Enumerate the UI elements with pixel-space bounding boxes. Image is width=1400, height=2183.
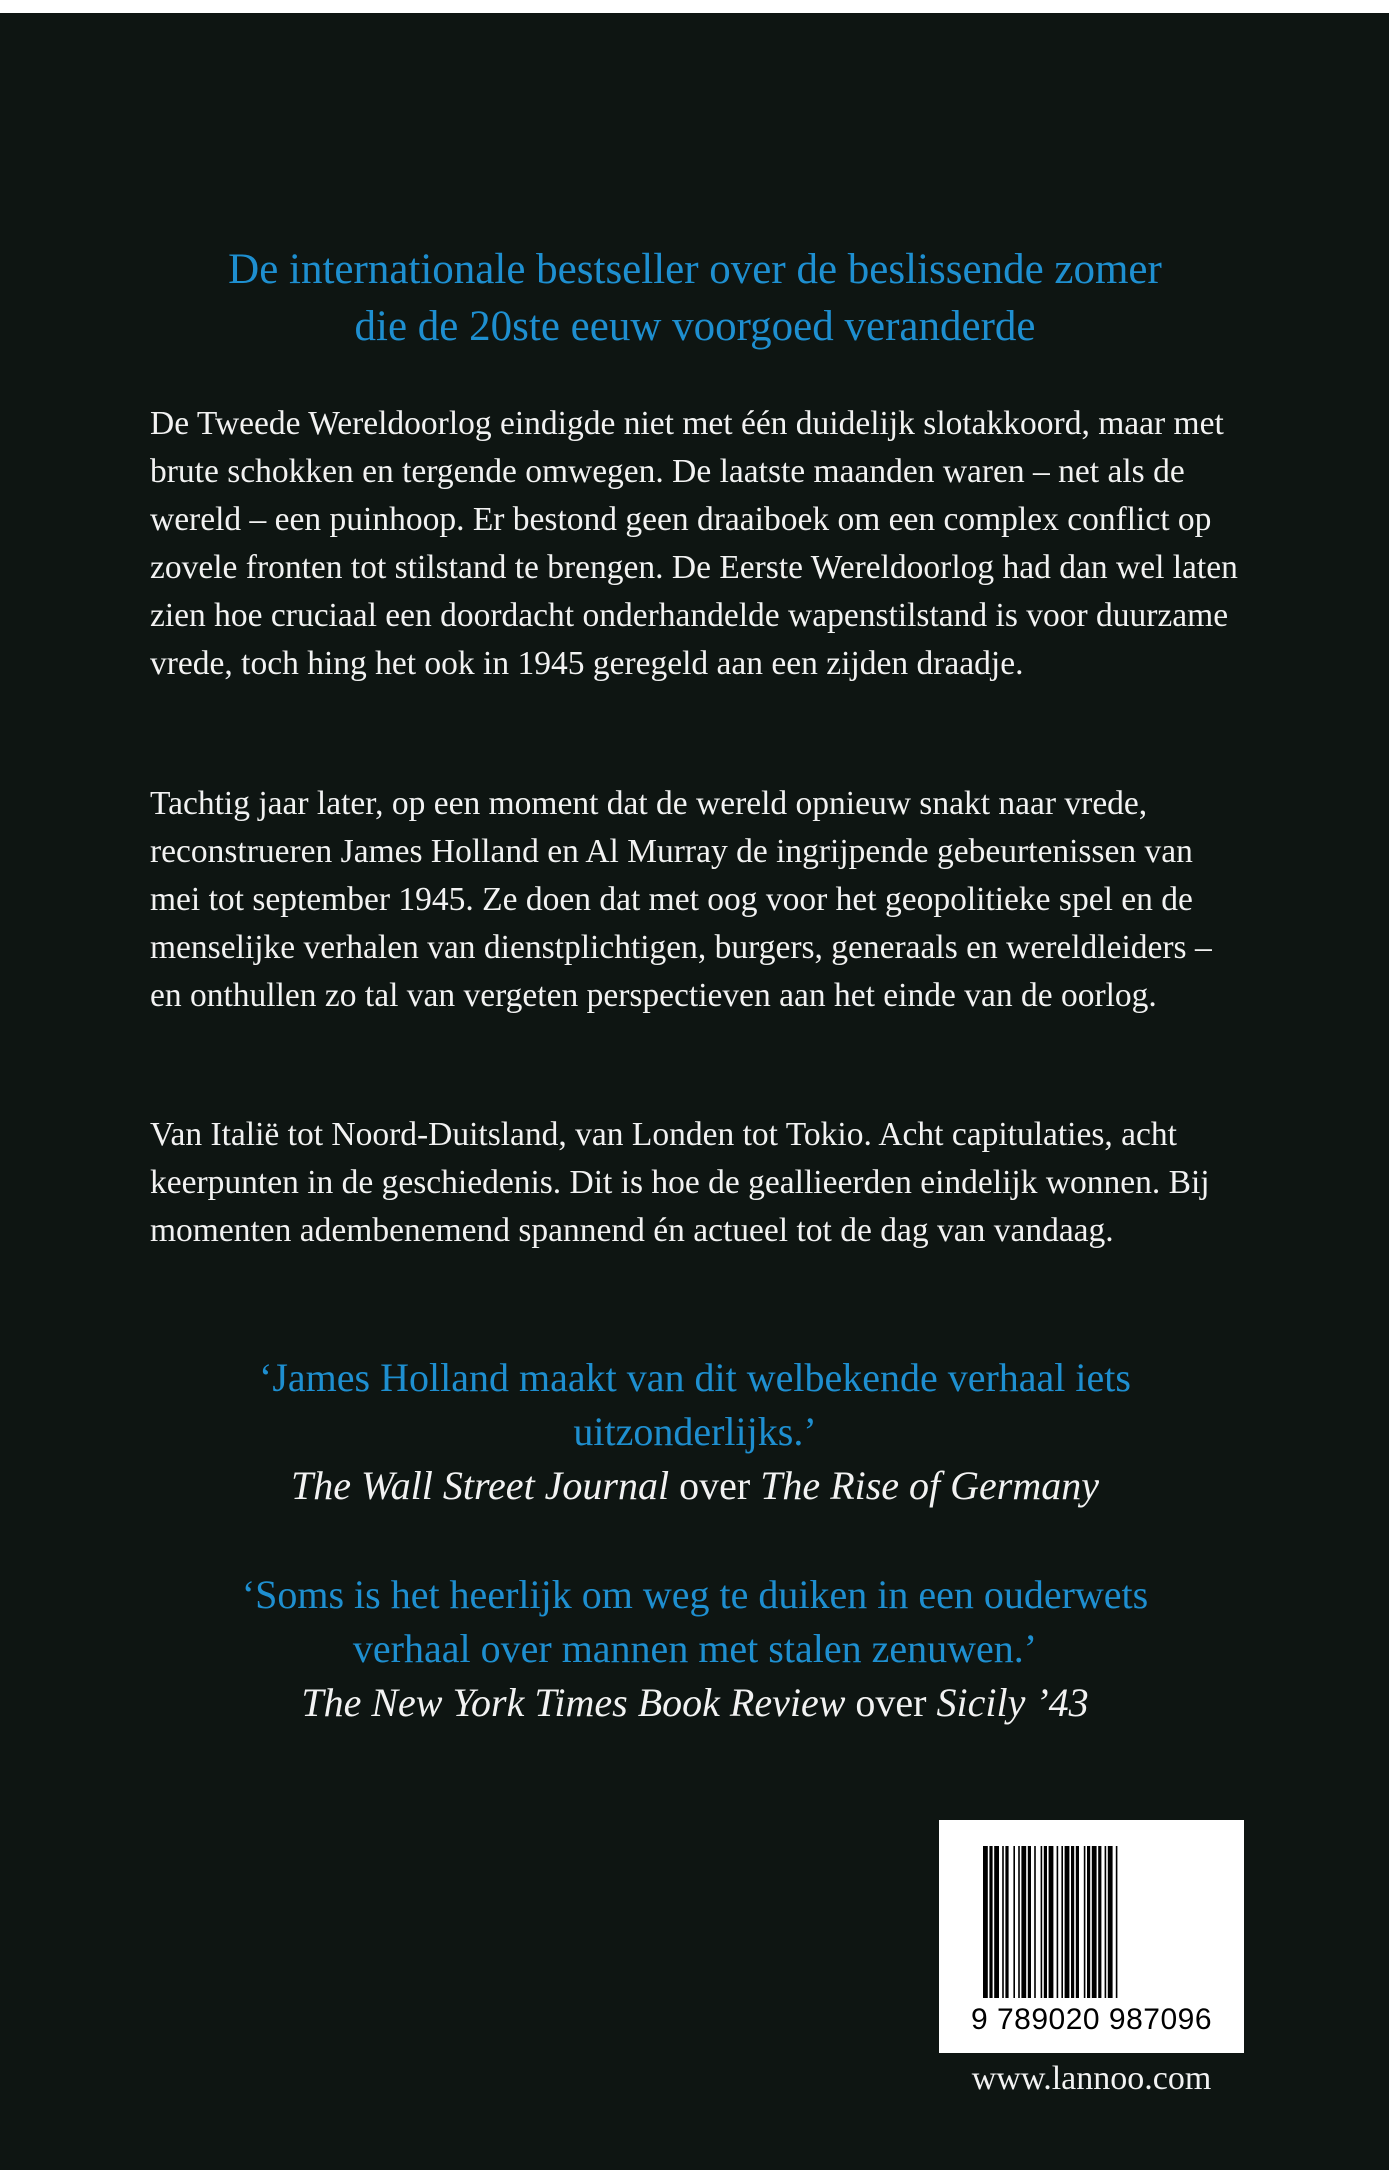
barcode-bar xyxy=(989,1846,992,1998)
quote-1-line-1: ‘James Holland maakt van dit welbekende verhaal iets xyxy=(259,1355,1131,1400)
quote-2-book: Sicily ’43 xyxy=(936,1680,1089,1725)
blurb-paragraph-3: Van Italië tot Noord-Duitsland, van Londen tot Tokio. Acht capitulaties, acht keerpunten in de geschiedenis. Dit is hoe de geallieerden eindelijk wonnen. Bij momenten adembenemend spannend én actueel tot de dag van vandaag. xyxy=(150,1116,1210,1249)
barcode-bar xyxy=(1098,1846,1101,1998)
barcode-bar xyxy=(1087,1846,1090,1998)
isbn-number: 9 789020 987096 xyxy=(970,2003,1213,2036)
barcode-bar xyxy=(1005,1846,1008,1998)
quote-2-line-2: verhaal over mannen met stalen zenuwen.’ xyxy=(352,1626,1038,1671)
quote-1-publication: The Wall Street Journal xyxy=(290,1463,670,1508)
barcode-bar xyxy=(1002,1846,1004,1998)
barcode-bar xyxy=(1034,1846,1036,1998)
barcode-bar xyxy=(1116,1846,1118,1998)
barcode-bar xyxy=(1084,1846,1086,1998)
barcode-bar xyxy=(1041,1846,1043,1998)
barcode-bar xyxy=(1076,1846,1079,1998)
review-quote-1 xyxy=(150,1351,1240,1513)
quote-2-connector: over xyxy=(845,1680,937,1725)
barcode-bar xyxy=(983,1846,988,1998)
barcode-icon xyxy=(983,1846,1200,1998)
barcode-bar xyxy=(1018,1846,1020,1998)
quote-2-source xyxy=(150,1676,1240,1730)
barcode-bar xyxy=(1049,1846,1054,1998)
barcode-bar xyxy=(1057,1846,1059,1998)
publisher-website: www.lannoo.com xyxy=(971,2060,1212,2097)
quote-1-connector: over xyxy=(669,1463,761,1508)
barcode-bar xyxy=(1028,1846,1031,1998)
barcode-bar xyxy=(1108,1846,1113,1998)
blurb-paragraph-1: De Tweede Wereldoorlog eindigde niet met één duidelijk slotakkoord, maar met brute schokken en tergende omwegen. De laatste maanden waren – net als de wereld – een puinhoop. Er bestond geen draaiboek om een complex conflict op zovele fronten tot stilstand te brengen. De Eerste Wereldoorlog had dan wel laten zien hoe cruciaal een doordacht onderhandelde wapenstilstand is voor duurzame vrede, toch hing het ook in 1945 geregeld aan een zijden draadje. xyxy=(150,405,1238,682)
headline xyxy=(150,241,1240,355)
barcode-bar xyxy=(1044,1846,1047,1998)
quote-2-publication: The New York Times Book Review xyxy=(301,1680,846,1725)
isbn-barcode xyxy=(939,1820,1244,2053)
barcode-bar xyxy=(1071,1846,1074,1998)
headline-line-1: De internationale bestseller over de beslissende zomer xyxy=(228,246,1162,293)
barcode-bar xyxy=(1092,1846,1097,1998)
quote-1-book: The Rise of Germany xyxy=(760,1463,1100,1508)
barcode-bar xyxy=(1013,1846,1015,1998)
quote-2-line-1: ‘Soms is het heerlijk om weg te duiken in een ouderwets xyxy=(241,1572,1149,1617)
barcode-bar xyxy=(994,1846,999,1998)
quote-1-line-2: uitzonderlijks.’ xyxy=(573,1409,817,1454)
back-cover xyxy=(0,13,1389,2170)
barcode-bar xyxy=(1065,1846,1070,1998)
barcode-bar xyxy=(1105,1846,1107,1998)
barcode-bar xyxy=(1061,1846,1063,1998)
headline-line-2: die de 20ste eeuw voorgoed veranderde xyxy=(354,303,1036,350)
review-quote-2 xyxy=(150,1568,1240,1730)
quote-1-source xyxy=(150,1459,1240,1513)
barcode-bar xyxy=(1021,1846,1026,1998)
blurb-paragraph-2: Tachtig jaar later, op een moment dat de wereld opnieuw snakt naar vrede, reconstrueren James Holland en Al Murray de ingrijpende gebeurtenissen van mei tot september 1945. Ze doen dat met oog voor het geopolitieke spel en de menselijke verhalen van dienstplichtigen, burgers, generaals en wereldleiders – en onthullen zo tal van vergeten perspectieven aan het einde van de oorlog. xyxy=(150,785,1212,1014)
